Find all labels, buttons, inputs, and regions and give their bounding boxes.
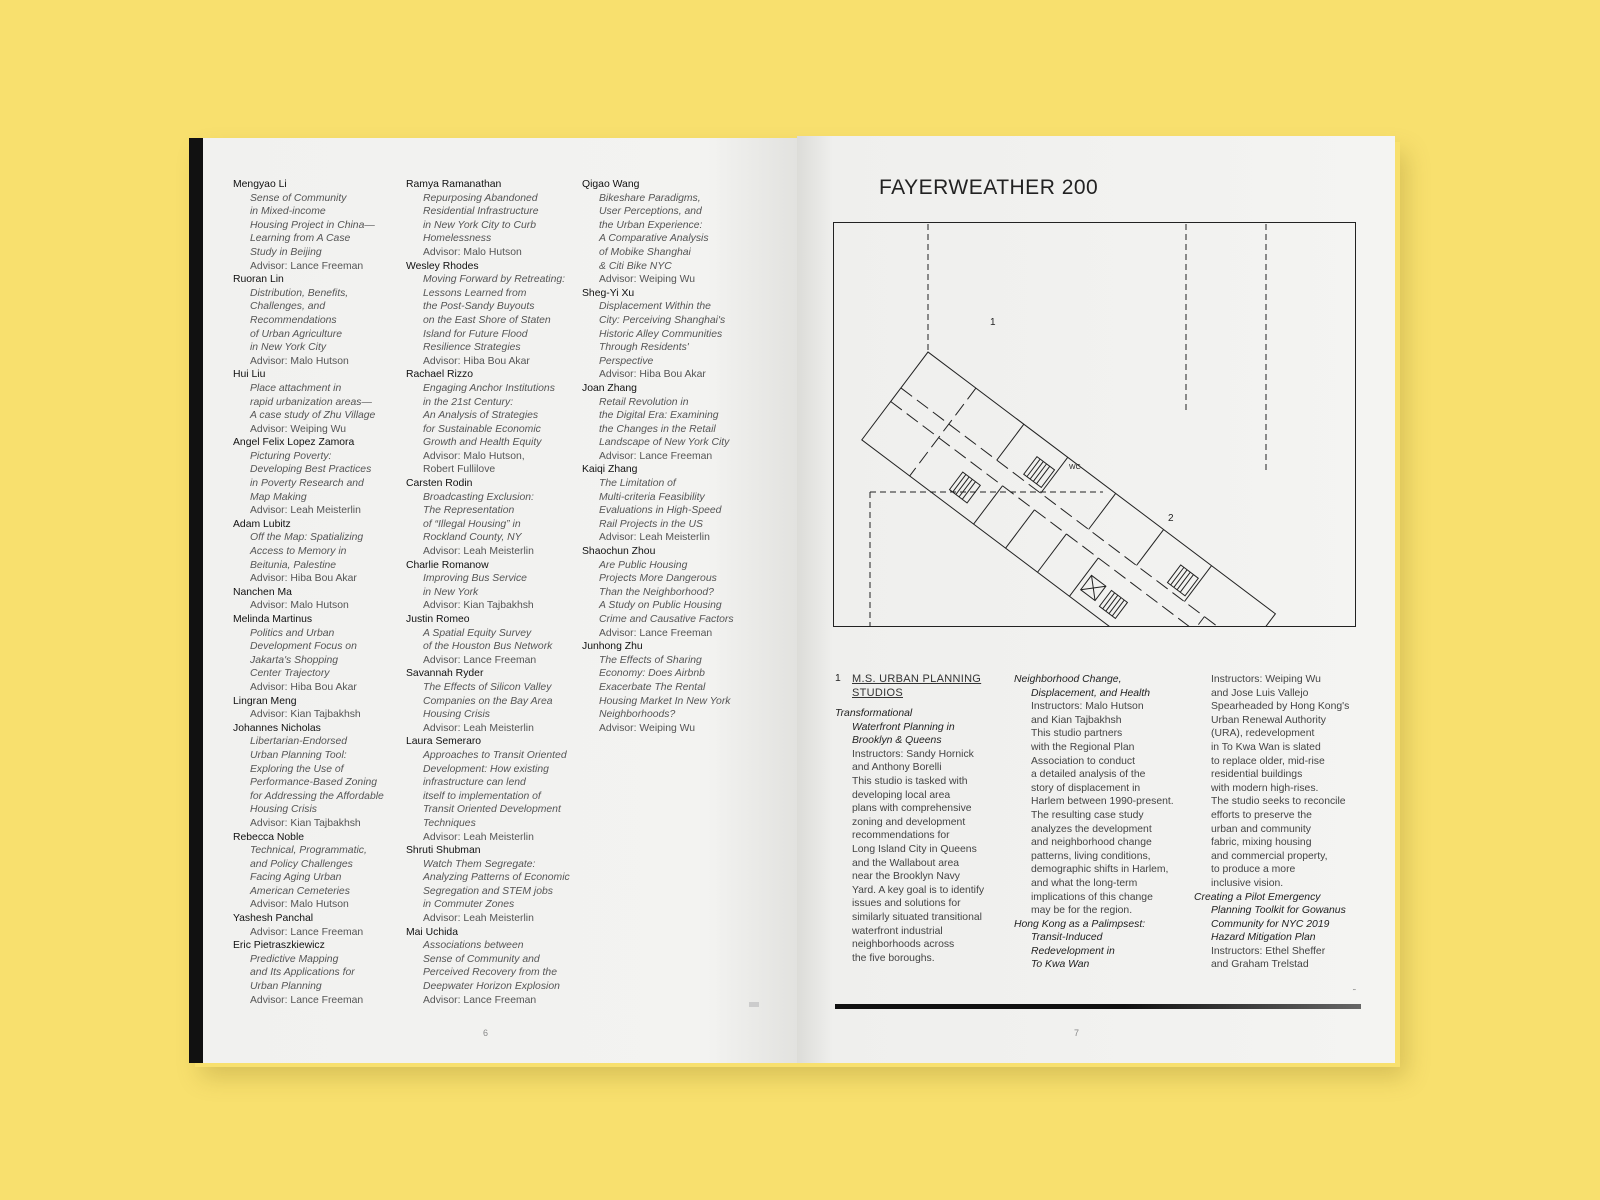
student-name: Laura Semeraro — [406, 736, 482, 748]
thesis-title: Retail Revolution in the Digital Era: Examining the Changes in the Retail Landscape of New York City — [599, 396, 730, 449]
thesis-column-2 — [406, 178, 581, 1007]
page-number-left: 6 — [483, 1028, 489, 1038]
thesis-entry — [582, 287, 757, 382]
thesis-title: Picturing Poverty: Developing Best Practices in Poverty Research and Map Making — [250, 450, 372, 503]
thesis-title: Politics and Urban Development Focus on Jakarta's Shopping Center Trajectory — [250, 627, 357, 680]
thesis-title: Engaging Anchor Institutions in the 21st Century: An Analysis of Strategies for Sustainable Economic Growth and Health Equity — [423, 382, 555, 449]
corner-mark: ˜ — [1353, 988, 1356, 997]
student-name: Rebecca Noble — [233, 831, 305, 843]
advisor-name: Advisor: Lance Freeman — [423, 654, 537, 666]
thesis-entry — [233, 368, 403, 436]
floor-plan-diagram — [833, 222, 1356, 627]
plan-dashed-boundaries — [870, 224, 1266, 626]
studio-title: Neighborhood Change, — [1014, 674, 1122, 685]
left-page — [189, 138, 797, 1063]
student-name: Nanchen Ma — [233, 586, 292, 598]
advisor-name: Advisor: Leah Meisterlin — [423, 831, 534, 843]
thesis-entry — [406, 260, 581, 369]
student-name: Qigao Wang — [582, 179, 640, 190]
thesis-title: Watch Them Segregate: Analyzing Patterns of Economic Segregation and STEM jobs in Commuter Zones — [423, 858, 570, 911]
room-label-2: 2 — [1168, 513, 1174, 524]
thesis-column-1 — [233, 178, 403, 1007]
student-name: Yashesh Panchal — [233, 913, 314, 925]
advisor-name: Advisor: Hiba Bou Akar — [599, 369, 706, 381]
student-name: Wesley Rhodes — [406, 260, 479, 272]
student-name: Joan Zhang — [582, 382, 637, 394]
advisor-name: Advisor: Leah Meisterlin — [250, 505, 361, 517]
student-name: Ramya Ramanathan — [406, 179, 502, 190]
elevator-core — [1081, 575, 1106, 600]
student-name: Ruoran Lin — [233, 274, 284, 286]
building-footprint — [862, 352, 1276, 627]
advisor-name: Advisor: Malo Hutson — [250, 355, 349, 367]
advisor-name: Advisor: Malo Hutson, Robert Fullilove — [423, 450, 525, 476]
advisor-name: Advisor: Malo Hutson — [250, 899, 349, 911]
studio-title: Displacement, and Health — [1031, 687, 1150, 699]
thesis-entry — [582, 640, 757, 735]
studio-description: Instructors: Sandy Hornick and Anthony Borelli This studio is tasked with developing local area plans with comprehensive zoning and development recommendations for Long Island City in Queens and the Wallabout area near the Brooklyn Navy Yard. A key goal is to identify issues and solutions for similarly situated transitional waterfront industrial neighborhoods across the five boroughs. — [852, 748, 985, 964]
advisor-name: Advisor: Lance Freeman — [250, 260, 364, 272]
thesis-entry — [406, 368, 581, 477]
advisor-name: Advisor: Lance Freeman — [250, 926, 364, 938]
student-name: Carsten Rodin — [406, 478, 473, 490]
section-number: 1 — [835, 673, 841, 684]
thesis-title: Moving Forward by Retreating: Lessons Learned from the Post-Sandy Buyouts on the East Shore of Staten Island for Future Flood Resilience Strategies — [423, 274, 566, 354]
studio-title: Planning Toolkit for Gowanus Community for NYC 2019 Hazard Mitigation Plan — [1211, 905, 1346, 944]
thesis-title: Approaches to Transit Oriented Development: How existing infrastructure can lend itself to implementation of Transit Oriented Development Techniques — [423, 749, 567, 829]
registration-mark — [749, 1002, 759, 1007]
wc-label: WC — [1069, 464, 1081, 471]
right-page — [797, 136, 1395, 1063]
thesis-title: Broadcasting Exclusion: The Representation of “Illegal Housing” in Rockland County, NY — [423, 491, 534, 544]
thesis-entry — [233, 939, 403, 1007]
thesis-entry — [233, 586, 403, 613]
thesis-entry — [233, 273, 403, 368]
footer-rule — [835, 1004, 1361, 1009]
advisor-name: Advisor: Kian Tajbakhsh — [250, 817, 361, 829]
thesis-entry — [406, 667, 581, 735]
thesis-entry — [406, 178, 581, 260]
student-name: Angel Felix Lopez Zamora — [233, 437, 355, 449]
advisor-name: Advisor: Leah Meisterlin — [423, 546, 534, 558]
advisor-name: Advisor: Hiba Bou Akar — [423, 355, 530, 367]
thesis-entry — [582, 178, 757, 287]
advisor-name: Advisor: Kian Tajbakhsh — [250, 709, 361, 721]
thesis-entry — [582, 545, 757, 640]
stair-mid — [949, 472, 980, 503]
studio-column-3 — [1194, 673, 1369, 972]
student-name: Adam Lubitz — [233, 518, 291, 530]
thesis-title: Bikeshare Paradigms, User Perceptions, and the Urban Experience: A Comparative Analysis of Mobike Shanghai & Citi Bike NYC — [599, 192, 709, 272]
thesis-title: A Spatial Equity Survey of the Houston Bus Network — [423, 627, 553, 653]
advisor-name: Advisor: Lance Freeman — [250, 994, 364, 1006]
page-number-right: 7 — [1074, 1028, 1080, 1038]
advisor-name: Advisor: Leah Meisterlin — [423, 913, 534, 925]
thesis-entry — [233, 695, 403, 722]
studio-description: Instructors: Malo Hutson and Kian Tajbakhsh This studio partners with the Regional Plan Association to conduct a detailed analysis of the story of displacement in Harlem between 1990-present. The resulting case study analyzes the development and neighborhood change patterns, living conditions, demographic shifts in Harlem, and what the long-term implications of this change may be for the region. — [1031, 701, 1174, 917]
student-name: Shaochun Zhou — [582, 546, 656, 558]
advisor-name: Advisor: Malo Hutson — [250, 600, 349, 612]
thesis-entry — [406, 735, 581, 844]
room-label-1: 1 — [990, 317, 996, 328]
student-name: Mai Uchida — [406, 926, 458, 938]
advisor-name: Advisor: Weiping Wu — [599, 274, 696, 286]
thesis-entry — [406, 559, 581, 613]
student-name: Johannes Nicholas — [233, 722, 321, 734]
advisor-name: Advisor: Lance Freeman — [599, 627, 713, 639]
student-name: Sheg-Yi Xu — [582, 287, 635, 299]
studio-column-2 — [1014, 673, 1189, 972]
student-name: Mengyao Li — [233, 179, 287, 190]
thesis-title: Are Public Housing Projects More Dangerous Than the Neighborhood? A Study on Public Housing Crime and Causative Factors — [599, 559, 734, 625]
studio-title: Transformational — [835, 708, 913, 719]
thesis-title: Technical, Programmatic, and Policy Challenges Facing Aging Urban American Cemeteries — [250, 845, 367, 897]
advisor-name: Advisor: Lance Freeman — [599, 450, 713, 462]
thesis-title: Off the Map: Spatializing Access to Memory in Beitunia, Palestine — [250, 532, 364, 571]
stair-lower — [1099, 590, 1127, 618]
stair-left — [1024, 457, 1055, 488]
thesis-title: Predictive Mapping and Its Applications for Urban Planning — [250, 953, 355, 993]
thesis-title: Libertarian-Endorsed Urban Planning Tool: Exploring the Use of Performance-Based Zoning for Addressing the Affordable Housing Crisis — [250, 736, 384, 816]
advisor-name: Advisor: Lance Freeman — [423, 994, 537, 1006]
advisor-name: Advisor: Weiping Wu — [250, 423, 347, 435]
studio-title: Hong Kong as a Palimpsest: — [1014, 918, 1146, 930]
student-name: Melinda Martinus — [233, 614, 313, 625]
studio-column-1 — [835, 707, 1007, 965]
thesis-entry — [406, 477, 581, 559]
student-name: Hui Liu — [233, 369, 266, 381]
student-name: Eric Pietraszkiewicz — [233, 940, 325, 952]
thesis-entry — [233, 178, 403, 273]
advisor-name: Advisor: Weiping Wu — [599, 722, 696, 734]
plan-frame — [834, 223, 1356, 627]
thesis-entry — [233, 613, 403, 695]
thesis-title: Distribution, Benefits, Challenges, and Recommendations of Urban Agriculture in New York City — [250, 287, 349, 354]
thesis-title: Sense of Community in Mixed-income Housing Project in China— Learning from A Case Study in Beijing — [250, 192, 375, 258]
advisor-name: Advisor: Hiba Bou Akar — [250, 573, 357, 585]
advisor-name: Advisor: Leah Meisterlin — [599, 532, 710, 544]
thesis-title: Improving Bus Service in New York — [423, 573, 527, 598]
thesis-title: Repurposing Abandoned Residential Infrastructure in New York City to Curb Homelessness — [423, 192, 539, 245]
student-name: Lingran Meng — [233, 695, 297, 707]
thesis-entry — [233, 436, 403, 518]
thesis-title: The Effects of Silicon Valley Companies on the Bay Area Housing Crisis — [423, 681, 553, 721]
student-name: Savannah Ryder — [406, 668, 484, 680]
thesis-title: The Effects of Sharing Economy: Does Airbnb Exacerbate The Rental Housing Market In New York Neighborhoods? — [599, 654, 731, 721]
studio-description: Instructors: Ethel Sheffer and Graham Trelstad — [1211, 945, 1326, 971]
section-title: M.S. URBAN PLANNING STUDIOS — [852, 673, 982, 699]
advisor-name: Advisor: Malo Hutson — [423, 246, 522, 258]
student-name: Justin Romeo — [406, 614, 470, 625]
thesis-entry — [233, 831, 403, 913]
studio-title: Waterfront Planning in Brooklyn & Queens — [852, 721, 955, 747]
thesis-entry — [406, 844, 581, 926]
studio-title: Transit-Induced Redevelopment in To Kwa Wan — [1031, 932, 1115, 971]
thesis-title: Displacement Within the City: Perceiving Shanghai's Historic Alley Communities Through Residents' Perspective — [599, 301, 726, 367]
thesis-entry — [406, 613, 581, 667]
studio-title: Creating a Pilot Emergency — [1194, 891, 1321, 903]
thesis-entry — [233, 518, 403, 586]
student-name: Kaiqi Zhang — [582, 464, 638, 476]
thesis-title: Associations between Sense of Community and Perceived Recovery from the Deepwater Horizon Explosion — [423, 940, 560, 993]
student-name: Rachael Rizzo — [406, 369, 473, 381]
advisor-name: Advisor: Kian Tajbakhsh — [423, 600, 534, 612]
page-heading: FAYERWEATHER 200 — [879, 176, 1099, 199]
thesis-entry — [582, 463, 757, 545]
student-name: Shruti Shubman — [406, 845, 481, 857]
thesis-entry — [233, 912, 403, 939]
student-name: Charlie Romanow — [406, 559, 489, 571]
thesis-column-3 — [582, 178, 757, 735]
thesis-entry — [233, 722, 403, 831]
advisor-name: Advisor: Hiba Bou Akar — [250, 681, 357, 693]
thesis-title: The Limitation of Multi-criteria Feasibility Evaluations in High-Speed Rail Projects in the US — [599, 478, 722, 530]
stair-right — [1167, 565, 1198, 596]
advisor-name: Advisor: Leah Meisterlin — [423, 722, 534, 734]
student-name: Junhong Zhu — [582, 641, 643, 653]
thesis-entry — [582, 382, 757, 464]
studio-description: Instructors: Weiping Wu and Jose Luis Vallejo Spearheaded by Hong Kong's Urban Renewal Authority (URA), redevelopment in To Kwa Wan is slated to replace older, mid-rise residential buildings with modern high-rises. The studio seeks to reconcile efforts to preserve the urban and community fabric, mixing housing and commercial property, to produce a more inclusive vision. — [1211, 674, 1350, 889]
thesis-entry — [406, 926, 581, 1008]
thesis-title: Place attachment in rapid urbanization areas— A case study of Zhu Village — [250, 382, 376, 422]
